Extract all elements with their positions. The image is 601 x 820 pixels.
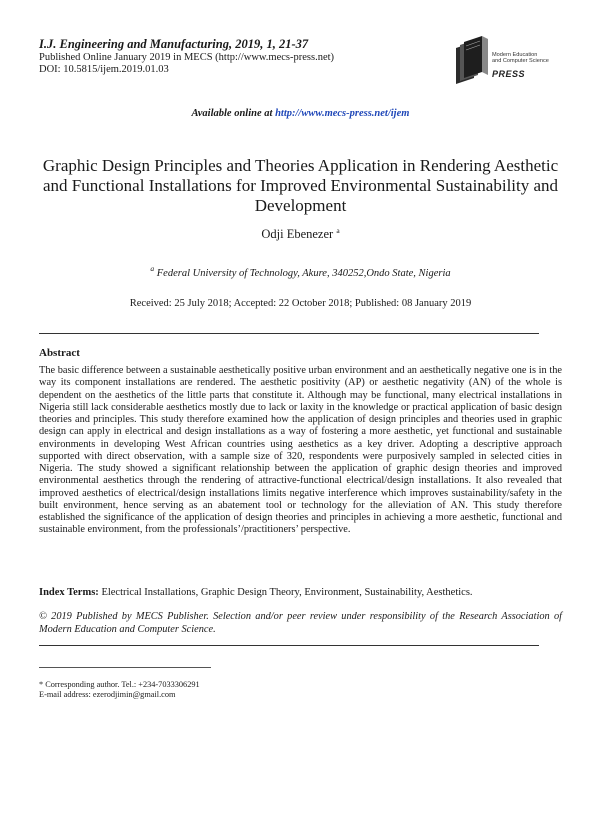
affiliation-marker: a bbox=[150, 264, 155, 273]
index-terms-text: Electrical Installations, Graphic Design Theory, Environment, Sustainability, Aesthetics. bbox=[98, 587, 473, 598]
email-note: E-mail address: ezerodjimin@gmail.com bbox=[39, 690, 176, 699]
author-line bbox=[0, 226, 601, 242]
affiliation-line bbox=[0, 264, 601, 279]
author-affiliation-marker: a bbox=[336, 226, 340, 235]
logo-press: PRESS bbox=[492, 69, 526, 79]
index-terms-label: Index Terms: bbox=[39, 587, 99, 598]
abstract-body: The basic difference between a sustainable aesthetically positive urban environment and an aesthetically negative one is in the way its component installations are rendered. The aesthetic positivity (AP) or aesthetic negativity (AN) of the whole is dependent on the aesthetics of the little parts that constitute it. Although may be functional, many electrical installations in Nigeria still lack considerable aesthetics mostly due to lack or laxity in the knowledge or practical application of basic design theories and principles. This study therefore examined how the application of design principles and theories used in graphic design can apply in electrical and design installations as a way of fostering a more aesthetic, yet functional and sustainable environments in developing West African countries using aesthetics as a key driver. Adopting a descriptive approach supported with direct observation, with a sample size of 320, respondents were purposively sampled in selected cities in Nigeria. The study showed a significant relationship between the application of graphic design theories and improved environmental aesthetics through the rendering of attractive-functional electrical/design installations. It also revealed that improved aesthetics of electrical/design installations limits negative interference which improves sustainability/safety in the built environment, hence serving as an abatement tool or technology for the alleviation of AN. This study therefore established the significance of the application of design theories and principles in achieving a more aesthetic, functional and sustainable environment, from the professionals’/practitioners’ perspective. bbox=[39, 365, 562, 536]
journal-url-link[interactable]: http://www.mecs-press.net/ijem bbox=[275, 108, 410, 119]
doi-line: DOI: 10.5815/ijem.2019.01.03 bbox=[39, 64, 169, 75]
copyright-notice: © 2019 Published by MECS Publisher. Selection and/or peer review under responsibility of the Research Association of Modern Education and Computer Science. bbox=[39, 611, 562, 635]
stacked-books-icon bbox=[452, 36, 492, 86]
abstract-heading: Abstract bbox=[39, 347, 80, 359]
published-online-line: Published Online January 2019 in MECS (http://www.mecs-press.net) bbox=[39, 52, 335, 63]
submission-dates: Received: 25 July 2018; Accepted: 22 October 2018; Published: 08 January 2019 bbox=[129, 298, 472, 309]
bottom-divider bbox=[39, 645, 539, 646]
paper-title: Graphic Design Principles and Theories Application in Rendering Aesthetic and Functional Installations for Improved Environmental Sustainability and Development bbox=[42, 156, 559, 215]
availability-line bbox=[0, 108, 601, 119]
logo-line-2: and Computer Science bbox=[492, 58, 549, 64]
corresponding-author-note: * Corresponding author. Tel.: +234-7033306291 bbox=[39, 680, 200, 689]
author-name: Odji Ebenezer bbox=[261, 227, 334, 241]
footnote-divider bbox=[39, 667, 211, 668]
logo-line-1: Modern Education bbox=[492, 52, 538, 58]
mecs-press-logo bbox=[452, 36, 560, 88]
index-terms bbox=[39, 587, 562, 598]
top-divider bbox=[39, 333, 539, 334]
availability-prefix: Available online at bbox=[191, 108, 276, 119]
affiliation-text: Federal University of Technology, Akure, 340252,Ondo State, Nigeria bbox=[156, 268, 451, 279]
journal-citation: I.J. Engineering and Manufacturing, 2019, 1, 21-37 bbox=[39, 37, 309, 51]
